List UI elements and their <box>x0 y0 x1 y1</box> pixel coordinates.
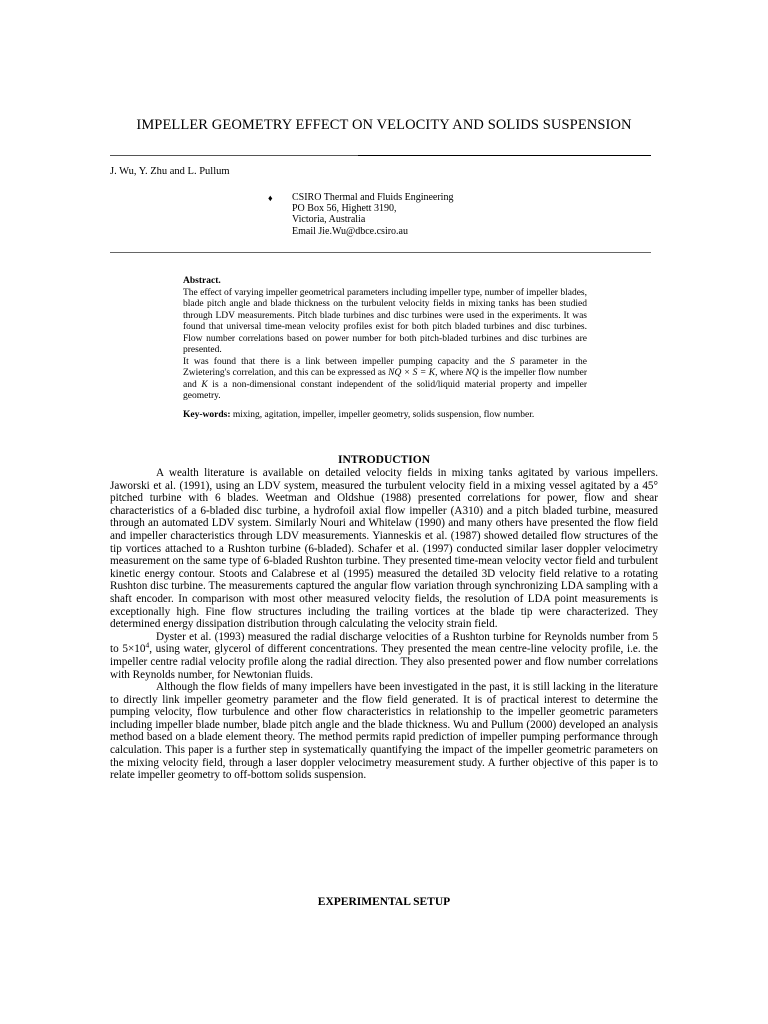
body-text: , using water, glycerol of different concentrations. They presented the mean centre-line velocity profile, i.e. the impeller centre radial velocity profile along the radial direction. They also presented power and flow number correlations with Reynolds number, for Newtonian fluids. <box>110 643 658 681</box>
diamond-bullet-icon: ♦ <box>268 193 273 203</box>
superscript: 4 <box>145 640 150 650</box>
abstract-paragraph <box>183 357 587 403</box>
abstract-text: is a non-dimensional constant independent of the solid/liquid material property and impeller geometry. <box>183 379 587 401</box>
paper-title: IMPELLER GEOMETRY EFFECT ON VELOCITY AND SOLIDS SUSPENSION <box>136 117 632 133</box>
body-paragraph <box>110 631 658 681</box>
abstract-equation: NQ × S = K <box>388 368 436 378</box>
abstract-text: , where <box>435 368 466 378</box>
abstract <box>183 276 587 403</box>
keywords-label: Key-words: <box>183 410 231 420</box>
body-paragraph: Although the flow fields of many impellers have been investigated in the past, it is still lacking in the literature to directly link impeller geometry parameter and the flow field generated. It is of practical interest to determine the pumping velocity, flow turbulence and other flow characteristics in relationship to the impeller geometric parameters including impeller blade number, blade pitch angle and the blade thickness. Wu and Pullum (2000) developed an analysis method based on a blade element theory. The method permits rapid prediction of impeller pumping performance through calculation. This paper is a further step in systematically quantifying the impact of the impeller geometric parameters on the mixing velocity field, through a laser doppler velocimetry measurement study. A further objective of this paper is to relate impeller geometry to off-bottom solids suspension. <box>110 681 658 782</box>
abstract-text: is the impeller flow number and <box>183 368 588 390</box>
abstract-text: parameter in the Zwietering's correlation, and this can be expressed as <box>183 356 587 378</box>
abstract-paragraph: The effect of varying impeller geometrical parameters including impeller type, number of impeller blades, blade pitch angle and blade thickness on the turbulent velocity fields in mixing tanks has been studied through LDV measurements. Pitch blade turbines and disc turbines were used in the experiments. It was found that universal time-mean velocity profiles exist for both pitch bladed turbines and disc turbines. Flow number correlations based on power number for both pitch-bladed turbines and disc turbines are presented. <box>183 287 587 355</box>
abstract-symbol: K <box>201 379 208 390</box>
keywords <box>183 410 603 422</box>
affiliation-line: Victoria, Australia <box>292 214 366 226</box>
header-divider <box>110 252 651 253</box>
keywords-text: mixing, agitation, impeller, impeller geometry, solids suspension, flow number. <box>230 410 535 420</box>
abstract-text: It was found that there is a link between impeller pumping capacity and the <box>183 356 510 367</box>
section-heading-experimental-setup: EXPERIMENTAL SETUP <box>317 896 451 908</box>
affiliation-block <box>292 192 453 237</box>
affiliation-email: Email Jie.Wu@dbce.csiro.au <box>292 225 408 237</box>
author-list: J. Wu, Y. Zhu and L. Pullum <box>110 166 230 177</box>
section-heading-introduction: INTRODUCTION <box>337 454 430 466</box>
affiliation-line: CSIRO Thermal and Fluids Engineering <box>292 192 454 203</box>
abstract-symbol: NQ <box>465 368 479 378</box>
introduction-body <box>110 467 658 782</box>
body-text: Dyster et al. (1993) measured the radial discharge velocities of a Rushton turbine for Reynolds number from 5 to 5×10 <box>110 630 658 656</box>
body-paragraph: A wealth literature is available on detailed velocity fields in mixing tanks agitated by various impellers. Jaworski et al. (1991), using an LDV system, measured the turbulent velocity field in a mixing vessel agitated by a 45° pitched turbine with 6 blades. Weetman and Oldshue (1988) presented correlations for power, flow and shear characteristics of a 6-bladed disc turbine, a hydrofoil axial flow impeller (A310) and a pitch bladed turbine, measured through an automated LDV system. Similarly Nouri and Whitelaw (1990) and many others have presented the flow field and impeller characteristics through LDV measurements. Yianneskis et al. (1987) showed detailed flow structures of the tip vortices attached to a Rushton turbine (6-bladed). Schafer et al. (1997) conducted similar laser doppler velocimetry measurement on the same type of 6-bladed Rushton turbine. They presented time-mean velocity vector field and turbulent kinetic energy contour. Stoots and Calabrese et al (1995) measured the detailed 3D velocity field relative to a rotating Rushton disc turbine. The measurements captured the angular flow variation through synchronizing LDA sampling with a shaft encoder. In comparison with most other measured velocity fields, the resolution of LDA point measurements is exceptionally high. Fine flow structures including the trailing vortices at the blade tip were characterized. They determined energy dissipation distribution through calculating the velocity strain field. <box>110 467 658 631</box>
title-divider <box>110 155 651 156</box>
abstract-label: Abstract. <box>183 276 221 286</box>
abstract-symbol: S <box>509 356 515 367</box>
affiliation-line: PO Box 56, Highett 3190, <box>292 203 397 215</box>
